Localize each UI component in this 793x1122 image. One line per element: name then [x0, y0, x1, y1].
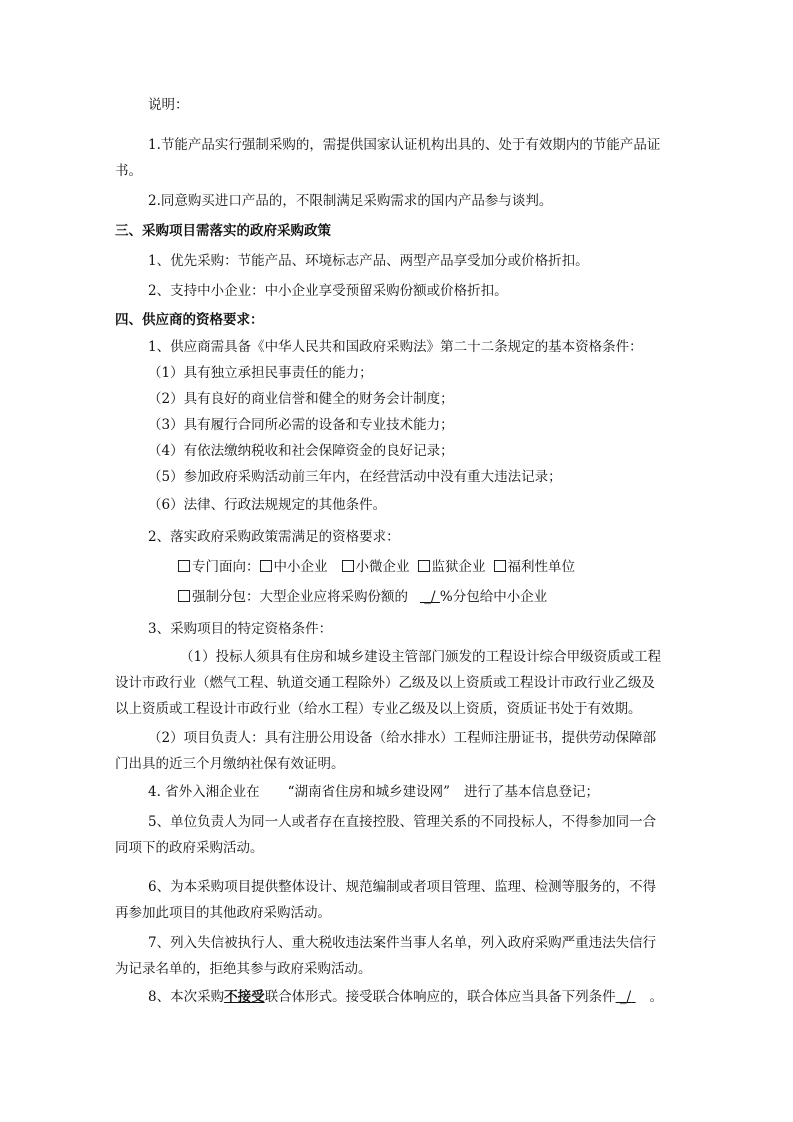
requirement-1-sub-4: （4）有依法缴纳税收和社会保障资金的良好记录；: [148, 443, 454, 459]
requirement-8-blank: _/: [615, 989, 632, 1005]
requirement-2: 2、落实政府采购政策需满足的资格要求：: [148, 529, 400, 545]
micro-checkbox[interactable]: [342, 560, 354, 572]
requirement-6-line-b: 再参加此项目的其他政府采购活动。: [115, 905, 331, 921]
requirement-4: [148, 783, 599, 801]
requirement-7-line-a: 7、列入失信被执行人、重大税收违法案件当事人名单，列入政府采购严重违法失信行: [148, 935, 657, 951]
welfare-option-label: 福利性单位: [507, 559, 575, 575]
requirement-1: 1、供应商需具备《中华人民共和国政府采购法》第二十二条规定的基本资格条件：: [148, 339, 643, 355]
requirement-4-tail: 进行了基本信息登记；: [463, 784, 599, 800]
requirement-7-line-b: 为记录名单的，拒绝其参与政府采购活动。: [115, 961, 372, 977]
requirement-1-sub-2: （2）具有良好的商业信誉和健全的财务会计制度；: [148, 391, 454, 407]
requirement-4-site: “湖南省住房和城乡建设网”: [287, 784, 450, 800]
requirement-8-end: 。: [649, 989, 663, 1005]
requirement-1-sub-5: （5）参加政府采购活动前三年内，在经营活动中没有重大违法记录；: [148, 469, 562, 485]
requirement-1-sub-1: （1）具有独立承担民事责任的能力；: [148, 365, 373, 381]
sme-option-label: 中小企业: [273, 559, 328, 575]
note-1-line-a: 1.节能产品实行强制采购的，需提供国家认证机构出具的、处于有效期内的节能产品证: [148, 137, 661, 153]
requirement-8-body: 联合体形式。接受联合体响应的，联合体应当具备下列条件: [264, 989, 616, 1005]
section-3-item-2: 2、支持中小企业：中小企业享受预留采购份额或价格折扣。: [148, 283, 508, 299]
requirement-8-lead: 8、本次采购: [148, 989, 225, 1005]
section-4-heading: 四、供应商的资格要求：: [115, 312, 264, 328]
requirement-6-line-a: 6、为本采购项目提供整体设计、规范编制或者项目管理、监理、检测等服务的，不得: [148, 879, 657, 895]
requirement-3-p1-line-a: （1）投标人须具有住房和城乡建设主管部门颁发的工程设计综合甲级资质或工程: [180, 649, 662, 665]
requirement-1-sub-6: （6）法律、行政法规规定的其他条件。: [148, 497, 387, 513]
prison-checkbox[interactable]: [418, 560, 430, 572]
requirement-3-p2-line-b: 门出具的近三个月缴纳社保有效证明。: [115, 756, 345, 772]
requirement-5-line-a: 5、单位负责人为同一人或者存在直接控股、管理关系的不同投标人，不得参加同一合: [148, 814, 657, 830]
requirement-4-lead: 4. 省外入湘企业在: [148, 784, 260, 800]
explain-title: 说明：: [148, 97, 189, 113]
requirement-3-p1-line-b: 设计市政行业（燃气工程、轨道交通工程除外）乙级及以上资质或工程设计市政行业乙级及: [115, 675, 655, 691]
note-2: 2.同意购买进口产品的，不限制满足采购需求的国内产品参与谈判。: [148, 193, 553, 209]
forced-subcontract-checkbox[interactable]: [178, 590, 190, 602]
sme-checkbox[interactable]: [260, 560, 272, 572]
requirement-3-p1-line-c: 以上资质或工程设计市政行业（给水工程）专业乙级及以上资质，资质证书处于有效期。: [115, 701, 642, 717]
note-1-line-b: 书。: [115, 163, 142, 179]
welfare-checkbox[interactable]: [494, 560, 506, 572]
requirement-8: [148, 988, 663, 1006]
prison-option-label: 监狱企业: [431, 559, 486, 575]
requirement-3: 3、采购项目的特定资格条件：: [148, 621, 333, 637]
forced-subcontract-tail: %分包给中小企业: [439, 589, 548, 605]
forced-subcontract-label: 强制分包：大型企业应将采购份额的: [192, 589, 408, 605]
dedicated-checkbox[interactable]: [178, 560, 190, 572]
dedicated-label: 专门面向：: [192, 559, 260, 575]
section-3-heading: 三、采购项目需落实的政府采购政策: [115, 223, 331, 239]
forced-percent-blank: _/: [420, 589, 436, 605]
dedicated-options-row: [178, 558, 575, 576]
micro-option-label: 小微企业: [355, 559, 410, 575]
requirement-8-not-accepted: 不接受: [224, 989, 265, 1005]
requirement-3-p2-line-a: （2）项目负责人：具有注册公用设备（给水排水）工程师注册证书，提供劳动保障部: [148, 730, 657, 746]
section-3-item-1: 1、优先采购：节能产品、环境标志产品、两型产品享受加分或价格折扣。: [148, 253, 589, 269]
requirement-5-line-b: 同项下的政府采购活动。: [115, 840, 264, 856]
requirement-1-sub-3: （3）具有履行合同所必需的设备和专业技术能力；: [148, 417, 454, 433]
forced-subcontract-row: [178, 588, 547, 606]
